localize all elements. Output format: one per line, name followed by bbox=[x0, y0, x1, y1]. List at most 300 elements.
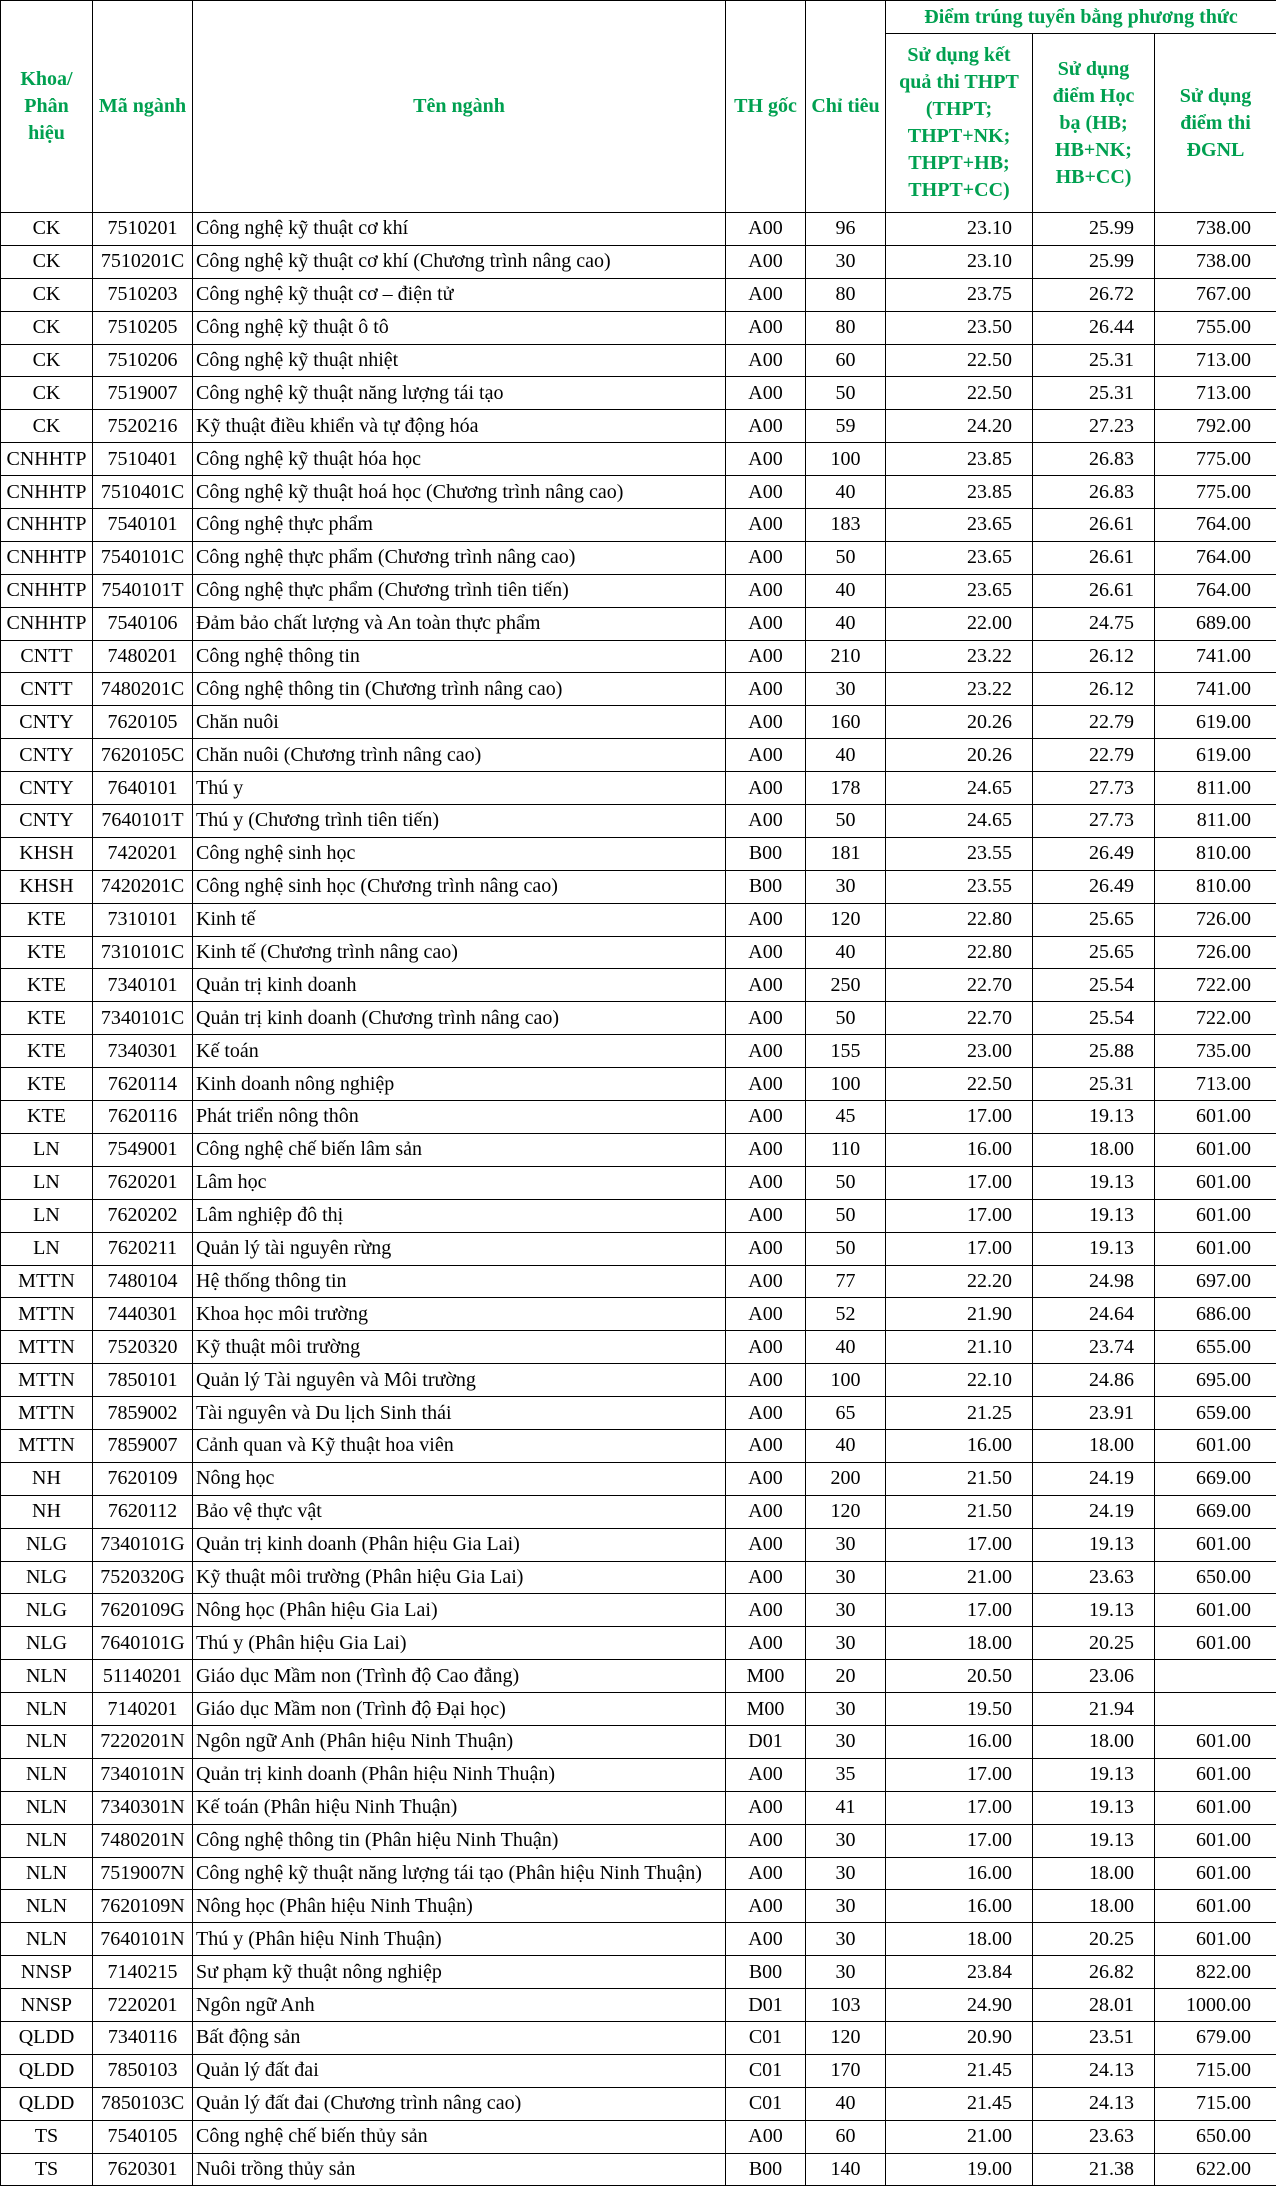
table-row bbox=[1, 278, 1276, 311]
cell-diem-thpt: 22.50 bbox=[886, 344, 1033, 377]
table-row bbox=[1, 1068, 1276, 1101]
cell-diem-hocba: 19.13 bbox=[1033, 1594, 1155, 1627]
cell-diem-thpt: 22.00 bbox=[886, 607, 1033, 640]
table-row bbox=[1, 509, 1276, 542]
cell-chi-tieu: 60 bbox=[806, 2120, 886, 2153]
cell-khoa: QLDD bbox=[1, 2021, 93, 2054]
cell-ma-nganh: 7859007 bbox=[93, 1429, 193, 1462]
cell-ten-nganh: Kỹ thuật môi trường (Phân hiệu Gia Lai) bbox=[193, 1561, 726, 1594]
cell-khoa: CK bbox=[1, 278, 93, 311]
cell-diem-thpt: 21.50 bbox=[886, 1495, 1033, 1528]
cell-ma-nganh: 7480201N bbox=[93, 1824, 193, 1857]
cell-diem-dgnl bbox=[1155, 1660, 1276, 1693]
cell-diem-hocba: 24.19 bbox=[1033, 1495, 1155, 1528]
cell-chi-tieu: 59 bbox=[806, 410, 886, 443]
cell-diem-thpt: 23.75 bbox=[886, 278, 1033, 311]
cell-chi-tieu: 155 bbox=[806, 1035, 886, 1068]
cell-ma-nganh: 7510401 bbox=[93, 443, 193, 476]
cell-th-goc: A00 bbox=[726, 1890, 806, 1923]
table-row bbox=[1, 1627, 1276, 1660]
cell-chi-tieu: 65 bbox=[806, 1397, 886, 1430]
cell-ma-nganh: 7340301 bbox=[93, 1035, 193, 1068]
cell-th-goc: A00 bbox=[726, 772, 806, 805]
cell-ten-nganh: Công nghệ kỹ thuật cơ – điện tử bbox=[193, 278, 726, 311]
cell-chi-tieu: 110 bbox=[806, 1133, 886, 1166]
table-row bbox=[1, 1232, 1276, 1265]
cell-th-goc: A00 bbox=[726, 1298, 806, 1331]
cell-th-goc: A00 bbox=[726, 1199, 806, 1232]
table-row bbox=[1, 476, 1276, 509]
cell-diem-hocba: 26.83 bbox=[1033, 443, 1155, 476]
cell-khoa: NLG bbox=[1, 1528, 93, 1561]
cell-chi-tieu: 140 bbox=[806, 2153, 886, 2186]
cell-diem-dgnl: 601.00 bbox=[1155, 1857, 1276, 1890]
cell-diem-dgnl: 697.00 bbox=[1155, 1265, 1276, 1298]
cell-diem-thpt: 21.50 bbox=[886, 1462, 1033, 1495]
cell-chi-tieu: 41 bbox=[806, 1791, 886, 1824]
cell-diem-thpt: 23.22 bbox=[886, 640, 1033, 673]
cell-ma-nganh: 7540101T bbox=[93, 574, 193, 607]
cell-diem-dgnl: 741.00 bbox=[1155, 673, 1276, 706]
cell-th-goc: A00 bbox=[726, 213, 806, 246]
cell-diem-thpt: 20.90 bbox=[886, 2021, 1033, 2054]
cell-ma-nganh: 7510201 bbox=[93, 213, 193, 246]
cell-khoa: CNTY bbox=[1, 772, 93, 805]
cell-th-goc: A00 bbox=[726, 278, 806, 311]
cell-diem-thpt: 20.26 bbox=[886, 706, 1033, 739]
table-row bbox=[1, 1035, 1276, 1068]
cell-diem-thpt: 16.00 bbox=[886, 1857, 1033, 1890]
cell-diem-dgnl: 659.00 bbox=[1155, 1397, 1276, 1430]
cell-diem-hocba: 19.13 bbox=[1033, 1199, 1155, 1232]
cell-ten-nganh: Quản trị kinh doanh (Phân hiệu Gia Lai) bbox=[193, 1528, 726, 1561]
cell-diem-hocba: 19.13 bbox=[1033, 1528, 1155, 1561]
cell-th-goc: A00 bbox=[726, 541, 806, 574]
cell-diem-thpt: 22.70 bbox=[886, 1002, 1033, 1035]
cell-diem-hocba: 20.25 bbox=[1033, 1627, 1155, 1660]
cell-diem-hocba: 26.82 bbox=[1033, 1956, 1155, 1989]
cell-diem-dgnl: 669.00 bbox=[1155, 1462, 1276, 1495]
cell-chi-tieu: 40 bbox=[806, 1429, 886, 1462]
cell-khoa: NNSP bbox=[1, 1956, 93, 1989]
cell-chi-tieu: 30 bbox=[806, 1956, 886, 1989]
table-row bbox=[1, 1528, 1276, 1561]
cell-ten-nganh: Công nghệ kỹ thuật cơ khí bbox=[193, 213, 726, 246]
cell-chi-tieu: 40 bbox=[806, 607, 886, 640]
cell-ten-nganh: Công nghệ kỹ thuật nhiệt bbox=[193, 344, 726, 377]
table-row bbox=[1, 1002, 1276, 1035]
cell-ma-nganh: 7620112 bbox=[93, 1495, 193, 1528]
cell-diem-hocba: 26.12 bbox=[1033, 673, 1155, 706]
cell-ma-nganh: 7549001 bbox=[93, 1133, 193, 1166]
table-row bbox=[1, 2054, 1276, 2087]
cell-diem-thpt: 23.55 bbox=[886, 837, 1033, 870]
cell-diem-thpt: 16.00 bbox=[886, 1890, 1033, 1923]
cell-chi-tieu: 30 bbox=[806, 1890, 886, 1923]
cell-diem-dgnl: 601.00 bbox=[1155, 1429, 1276, 1462]
cell-chi-tieu: 30 bbox=[806, 1857, 886, 1890]
cell-ma-nganh: 7340101C bbox=[93, 1002, 193, 1035]
cell-chi-tieu: 96 bbox=[806, 213, 886, 246]
cell-chi-tieu: 30 bbox=[806, 1627, 886, 1660]
cell-ten-nganh: Quản lý tài nguyên rừng bbox=[193, 1232, 726, 1265]
cell-diem-dgnl: 689.00 bbox=[1155, 607, 1276, 640]
cell-th-goc: A00 bbox=[726, 1429, 806, 1462]
cell-diem-dgnl: 822.00 bbox=[1155, 1956, 1276, 1989]
cell-th-goc: A00 bbox=[726, 640, 806, 673]
cell-diem-dgnl: 601.00 bbox=[1155, 1166, 1276, 1199]
cell-ma-nganh: 7510205 bbox=[93, 311, 193, 344]
cell-th-goc: A00 bbox=[726, 1133, 806, 1166]
cell-chi-tieu: 50 bbox=[806, 1232, 886, 1265]
cell-diem-thpt: 23.84 bbox=[886, 1956, 1033, 1989]
cell-diem-dgnl: 722.00 bbox=[1155, 1002, 1276, 1035]
cell-ten-nganh: Ngôn ngữ Anh bbox=[193, 1989, 726, 2022]
cell-diem-thpt: 17.00 bbox=[886, 1232, 1033, 1265]
cell-th-goc: A00 bbox=[726, 1758, 806, 1791]
cell-diem-dgnl: 601.00 bbox=[1155, 1199, 1276, 1232]
cell-chi-tieu: 40 bbox=[806, 936, 886, 969]
cell-chi-tieu: 100 bbox=[806, 1068, 886, 1101]
cell-ma-nganh: 7519007 bbox=[93, 377, 193, 410]
cell-ma-nganh: 7340101 bbox=[93, 969, 193, 1002]
table-row bbox=[1, 772, 1276, 805]
table-row bbox=[1, 870, 1276, 903]
cell-ten-nganh: Công nghệ thông tin (Phân hiệu Ninh Thuận) bbox=[193, 1824, 726, 1857]
header-th-goc: TH gốc bbox=[726, 1, 806, 213]
cell-khoa: NH bbox=[1, 1462, 93, 1495]
cell-khoa: CNHHTP bbox=[1, 541, 93, 574]
header-khoa: Khoa/ Phân hiệu bbox=[1, 1, 93, 213]
cell-diem-hocba: 24.86 bbox=[1033, 1364, 1155, 1397]
cell-diem-dgnl: 738.00 bbox=[1155, 245, 1276, 278]
cell-th-goc: C01 bbox=[726, 2054, 806, 2087]
cell-diem-thpt: 22.50 bbox=[886, 377, 1033, 410]
cell-ten-nganh: Công nghệ kỹ thuật năng lượng tái tạo (Phân hiệu Ninh Thuận) bbox=[193, 1857, 726, 1890]
cell-diem-dgnl: 713.00 bbox=[1155, 377, 1276, 410]
cell-ten-nganh: Sư phạm kỹ thuật nông nghiệp bbox=[193, 1956, 726, 1989]
cell-diem-hocba: 27.73 bbox=[1033, 772, 1155, 805]
table-row bbox=[1, 1298, 1276, 1331]
cell-diem-dgnl: 601.00 bbox=[1155, 1890, 1276, 1923]
cell-ma-nganh: 7519007N bbox=[93, 1857, 193, 1890]
cell-ma-nganh: 7640101N bbox=[93, 1923, 193, 1956]
cell-khoa: NLN bbox=[1, 1923, 93, 1956]
cell-ten-nganh: Kế toán bbox=[193, 1035, 726, 1068]
cell-th-goc: A00 bbox=[726, 443, 806, 476]
table-row bbox=[1, 837, 1276, 870]
cell-th-goc: A00 bbox=[726, 1364, 806, 1397]
cell-diem-hocba: 25.31 bbox=[1033, 377, 1155, 410]
header-thpt: Sử dụng kết quả thi THPT (THPT; THPT+NK; THPT+HB; THPT+CC) bbox=[886, 34, 1033, 213]
cell-ten-nganh: Công nghệ kỹ thuật hoá học (Chương trình nâng cao) bbox=[193, 476, 726, 509]
cell-diem-dgnl: 715.00 bbox=[1155, 2087, 1276, 2120]
table-row bbox=[1, 1199, 1276, 1232]
cell-diem-dgnl: 601.00 bbox=[1155, 1594, 1276, 1627]
cell-diem-hocba: 23.51 bbox=[1033, 2021, 1155, 2054]
cell-diem-hocba: 26.83 bbox=[1033, 476, 1155, 509]
table-row bbox=[1, 1758, 1276, 1791]
cell-ma-nganh: 7620109 bbox=[93, 1462, 193, 1495]
cell-khoa: MTTN bbox=[1, 1429, 93, 1462]
cell-diem-thpt: 23.85 bbox=[886, 443, 1033, 476]
cell-chi-tieu: 30 bbox=[806, 1923, 886, 1956]
cell-diem-thpt: 16.00 bbox=[886, 1133, 1033, 1166]
cell-diem-hocba: 24.13 bbox=[1033, 2087, 1155, 2120]
cell-th-goc: A00 bbox=[726, 410, 806, 443]
cell-th-goc: A00 bbox=[726, 706, 806, 739]
cell-ma-nganh: 7640101 bbox=[93, 772, 193, 805]
cell-ten-nganh: Bảo vệ thực vật bbox=[193, 1495, 726, 1528]
cell-ma-nganh: 7620109G bbox=[93, 1594, 193, 1627]
table-row bbox=[1, 2120, 1276, 2153]
cell-th-goc: A00 bbox=[726, 1035, 806, 1068]
cell-chi-tieu: 100 bbox=[806, 1364, 886, 1397]
cell-khoa: NH bbox=[1, 1495, 93, 1528]
cell-ten-nganh: Công nghệ chế biến thủy sản bbox=[193, 2120, 726, 2153]
cell-diem-thpt: 17.00 bbox=[886, 1824, 1033, 1857]
cell-ma-nganh: 7340116 bbox=[93, 2021, 193, 2054]
cell-diem-dgnl: 738.00 bbox=[1155, 213, 1276, 246]
cell-diem-thpt: 21.00 bbox=[886, 1561, 1033, 1594]
cell-ten-nganh: Tài nguyên và Du lịch Sinh thái bbox=[193, 1397, 726, 1430]
cell-diem-dgnl bbox=[1155, 1693, 1276, 1726]
cell-diem-thpt: 22.80 bbox=[886, 903, 1033, 936]
cell-ma-nganh: 7220201N bbox=[93, 1725, 193, 1758]
cell-chi-tieu: 200 bbox=[806, 1462, 886, 1495]
cell-chi-tieu: 30 bbox=[806, 1725, 886, 1758]
cell-ten-nganh: Công nghệ sinh học bbox=[193, 837, 726, 870]
cell-diem-hocba: 28.01 bbox=[1033, 1989, 1155, 2022]
cell-khoa: CNHHTP bbox=[1, 574, 93, 607]
cell-diem-thpt: 22.70 bbox=[886, 969, 1033, 1002]
cell-chi-tieu: 30 bbox=[806, 1693, 886, 1726]
cell-khoa: KTE bbox=[1, 1002, 93, 1035]
cell-ma-nganh: 7140201 bbox=[93, 1693, 193, 1726]
cell-diem-hocba: 25.31 bbox=[1033, 1068, 1155, 1101]
table-row bbox=[1, 2153, 1276, 2186]
cell-diem-hocba: 21.38 bbox=[1033, 2153, 1155, 2186]
header-ten-nganh: Tên ngành bbox=[193, 1, 726, 213]
cell-chi-tieu: 183 bbox=[806, 509, 886, 542]
table-row bbox=[1, 936, 1276, 969]
cell-ten-nganh: Công nghệ kỹ thuật cơ khí (Chương trình nâng cao) bbox=[193, 245, 726, 278]
cell-th-goc: A00 bbox=[726, 509, 806, 542]
cell-chi-tieu: 178 bbox=[806, 772, 886, 805]
cell-khoa: CNHHTP bbox=[1, 607, 93, 640]
table-row bbox=[1, 1693, 1276, 1726]
cell-th-goc: A00 bbox=[726, 1101, 806, 1134]
cell-ma-nganh: 7340101N bbox=[93, 1758, 193, 1791]
cell-th-goc: M00 bbox=[726, 1693, 806, 1726]
table-row bbox=[1, 1429, 1276, 1462]
cell-diem-dgnl: 669.00 bbox=[1155, 1495, 1276, 1528]
cell-ten-nganh: Bất động sản bbox=[193, 2021, 726, 2054]
cell-ten-nganh: Kinh tế (Chương trình nâng cao) bbox=[193, 936, 726, 969]
cell-ma-nganh: 7510206 bbox=[93, 344, 193, 377]
cell-ma-nganh: 7480104 bbox=[93, 1265, 193, 1298]
cell-diem-hocba: 19.13 bbox=[1033, 1232, 1155, 1265]
header-dgnl: Sử dụng điểm thi ĐGNL bbox=[1155, 34, 1276, 213]
cell-chi-tieu: 30 bbox=[806, 1594, 886, 1627]
cell-diem-thpt: 18.00 bbox=[886, 1627, 1033, 1660]
cell-ten-nganh: Nông học (Phân hiệu Gia Lai) bbox=[193, 1594, 726, 1627]
cell-ten-nganh: Chăn nuôi bbox=[193, 706, 726, 739]
cell-khoa: CNHHTP bbox=[1, 443, 93, 476]
cell-ten-nganh: Kỹ thuật điều khiển và tự động hóa bbox=[193, 410, 726, 443]
cell-ten-nganh: Giáo dục Mầm non (Trình độ Cao đẳng) bbox=[193, 1660, 726, 1693]
cell-khoa: NLG bbox=[1, 1594, 93, 1627]
header-hocba: Sử dụng điểm Học bạ (HB; HB+NK; HB+CC) bbox=[1033, 34, 1155, 213]
cell-ma-nganh: 7540105 bbox=[93, 2120, 193, 2153]
table-row bbox=[1, 541, 1276, 574]
cell-th-goc: A00 bbox=[726, 607, 806, 640]
cell-diem-thpt: 23.10 bbox=[886, 245, 1033, 278]
table-row bbox=[1, 344, 1276, 377]
cell-khoa: NLN bbox=[1, 1857, 93, 1890]
table-row bbox=[1, 443, 1276, 476]
cell-diem-thpt: 23.22 bbox=[886, 673, 1033, 706]
cell-th-goc: A00 bbox=[726, 1857, 806, 1890]
cell-ten-nganh: Lâm nghiệp đô thị bbox=[193, 1199, 726, 1232]
cell-chi-tieu: 30 bbox=[806, 1824, 886, 1857]
cell-ma-nganh: 7310101C bbox=[93, 936, 193, 969]
cell-diem-dgnl: 764.00 bbox=[1155, 574, 1276, 607]
table-row bbox=[1, 574, 1276, 607]
cell-khoa: CNTT bbox=[1, 673, 93, 706]
cell-ma-nganh: 7640101T bbox=[93, 805, 193, 838]
cell-chi-tieu: 52 bbox=[806, 1298, 886, 1331]
cell-diem-hocba: 19.13 bbox=[1033, 1824, 1155, 1857]
cell-diem-hocba: 23.63 bbox=[1033, 2120, 1155, 2153]
cell-th-goc: A00 bbox=[726, 739, 806, 772]
cell-th-goc: B00 bbox=[726, 870, 806, 903]
cell-diem-thpt: 17.00 bbox=[886, 1758, 1033, 1791]
cell-diem-thpt: 17.00 bbox=[886, 1594, 1033, 1627]
cell-ma-nganh: 7620114 bbox=[93, 1068, 193, 1101]
cell-th-goc: A00 bbox=[726, 1923, 806, 1956]
cell-khoa: QLDD bbox=[1, 2087, 93, 2120]
cell-th-goc: B00 bbox=[726, 2153, 806, 2186]
cell-th-goc: A00 bbox=[726, 903, 806, 936]
cell-khoa: LN bbox=[1, 1133, 93, 1166]
cell-ma-nganh: 51140201 bbox=[93, 1660, 193, 1693]
cell-chi-tieu: 120 bbox=[806, 903, 886, 936]
cell-khoa: KHSH bbox=[1, 870, 93, 903]
cell-khoa: KTE bbox=[1, 903, 93, 936]
cell-diem-thpt: 21.00 bbox=[886, 2120, 1033, 2153]
cell-khoa: CK bbox=[1, 377, 93, 410]
cell-diem-thpt: 23.50 bbox=[886, 311, 1033, 344]
cell-diem-hocba: 25.88 bbox=[1033, 1035, 1155, 1068]
cell-diem-hocba: 24.98 bbox=[1033, 1265, 1155, 1298]
cell-diem-hocba: 19.13 bbox=[1033, 1166, 1155, 1199]
cell-chi-tieu: 40 bbox=[806, 2087, 886, 2120]
cell-ten-nganh: Nông học (Phân hiệu Ninh Thuận) bbox=[193, 1890, 726, 1923]
cell-diem-dgnl: 764.00 bbox=[1155, 541, 1276, 574]
header-ma-nganh: Mã ngành bbox=[93, 1, 193, 213]
cell-ten-nganh: Lâm học bbox=[193, 1166, 726, 1199]
cell-ten-nganh: Công nghệ thực phẩm bbox=[193, 509, 726, 542]
cell-diem-hocba: 24.13 bbox=[1033, 2054, 1155, 2087]
table-row bbox=[1, 377, 1276, 410]
table-row bbox=[1, 1364, 1276, 1397]
cell-khoa: CK bbox=[1, 213, 93, 246]
cell-th-goc: A00 bbox=[726, 1791, 806, 1824]
cell-diem-hocba: 26.44 bbox=[1033, 311, 1155, 344]
cell-th-goc: M00 bbox=[726, 1660, 806, 1693]
cell-chi-tieu: 50 bbox=[806, 377, 886, 410]
cell-khoa: NLN bbox=[1, 1660, 93, 1693]
cell-khoa: KTE bbox=[1, 1068, 93, 1101]
cell-diem-dgnl: 792.00 bbox=[1155, 410, 1276, 443]
cell-diem-thpt: 22.80 bbox=[886, 936, 1033, 969]
cell-th-goc: A00 bbox=[726, 1561, 806, 1594]
table-row bbox=[1, 1462, 1276, 1495]
cell-diem-thpt: 21.45 bbox=[886, 2087, 1033, 2120]
cell-diem-thpt: 24.90 bbox=[886, 1989, 1033, 2022]
cell-diem-dgnl: 619.00 bbox=[1155, 706, 1276, 739]
cell-diem-dgnl: 713.00 bbox=[1155, 344, 1276, 377]
cell-ma-nganh: 7520320G bbox=[93, 1561, 193, 1594]
cell-khoa: CNTY bbox=[1, 706, 93, 739]
cell-diem-dgnl: 619.00 bbox=[1155, 739, 1276, 772]
cell-diem-hocba: 23.06 bbox=[1033, 1660, 1155, 1693]
table-row bbox=[1, 1791, 1276, 1824]
cell-khoa: CNHHTP bbox=[1, 476, 93, 509]
cell-chi-tieu: 40 bbox=[806, 574, 886, 607]
cell-khoa: QLDD bbox=[1, 2054, 93, 2087]
cell-chi-tieu: 77 bbox=[806, 1265, 886, 1298]
cell-th-goc: A00 bbox=[726, 805, 806, 838]
cell-diem-hocba: 18.00 bbox=[1033, 1857, 1155, 1890]
cell-ma-nganh: 7540101C bbox=[93, 541, 193, 574]
cell-chi-tieu: 30 bbox=[806, 245, 886, 278]
cell-ma-nganh: 7480201 bbox=[93, 640, 193, 673]
cell-ma-nganh: 7480201C bbox=[93, 673, 193, 706]
cell-ten-nganh: Hệ thống thông tin bbox=[193, 1265, 726, 1298]
cell-ma-nganh: 7620105C bbox=[93, 739, 193, 772]
cell-khoa: LN bbox=[1, 1166, 93, 1199]
cell-chi-tieu: 120 bbox=[806, 1495, 886, 1528]
cell-khoa: KTE bbox=[1, 1101, 93, 1134]
table-row bbox=[1, 1824, 1276, 1857]
cell-diem-dgnl: 764.00 bbox=[1155, 509, 1276, 542]
cell-th-goc: A00 bbox=[726, 1265, 806, 1298]
table-row bbox=[1, 245, 1276, 278]
cell-diem-hocba: 26.61 bbox=[1033, 509, 1155, 542]
table-row bbox=[1, 1725, 1276, 1758]
cell-khoa: MTTN bbox=[1, 1397, 93, 1430]
cell-diem-dgnl: 775.00 bbox=[1155, 443, 1276, 476]
cell-diem-dgnl: 741.00 bbox=[1155, 640, 1276, 673]
cell-chi-tieu: 250 bbox=[806, 969, 886, 1002]
cell-diem-dgnl: 726.00 bbox=[1155, 936, 1276, 969]
cell-diem-hocba: 26.61 bbox=[1033, 541, 1155, 574]
cell-th-goc: A00 bbox=[726, 2120, 806, 2153]
cell-ten-nganh: Công nghệ thông tin (Chương trình nâng cao) bbox=[193, 673, 726, 706]
table-row bbox=[1, 640, 1276, 673]
cell-ten-nganh: Quản lý đất đai bbox=[193, 2054, 726, 2087]
cell-khoa: LN bbox=[1, 1232, 93, 1265]
cell-chi-tieu: 170 bbox=[806, 2054, 886, 2087]
cell-diem-thpt: 16.00 bbox=[886, 1429, 1033, 1462]
table-row bbox=[1, 1989, 1276, 2022]
cell-diem-thpt: 22.50 bbox=[886, 1068, 1033, 1101]
cell-diem-dgnl: 601.00 bbox=[1155, 1232, 1276, 1265]
cell-khoa: CK bbox=[1, 245, 93, 278]
cell-diem-hocba: 25.31 bbox=[1033, 344, 1155, 377]
